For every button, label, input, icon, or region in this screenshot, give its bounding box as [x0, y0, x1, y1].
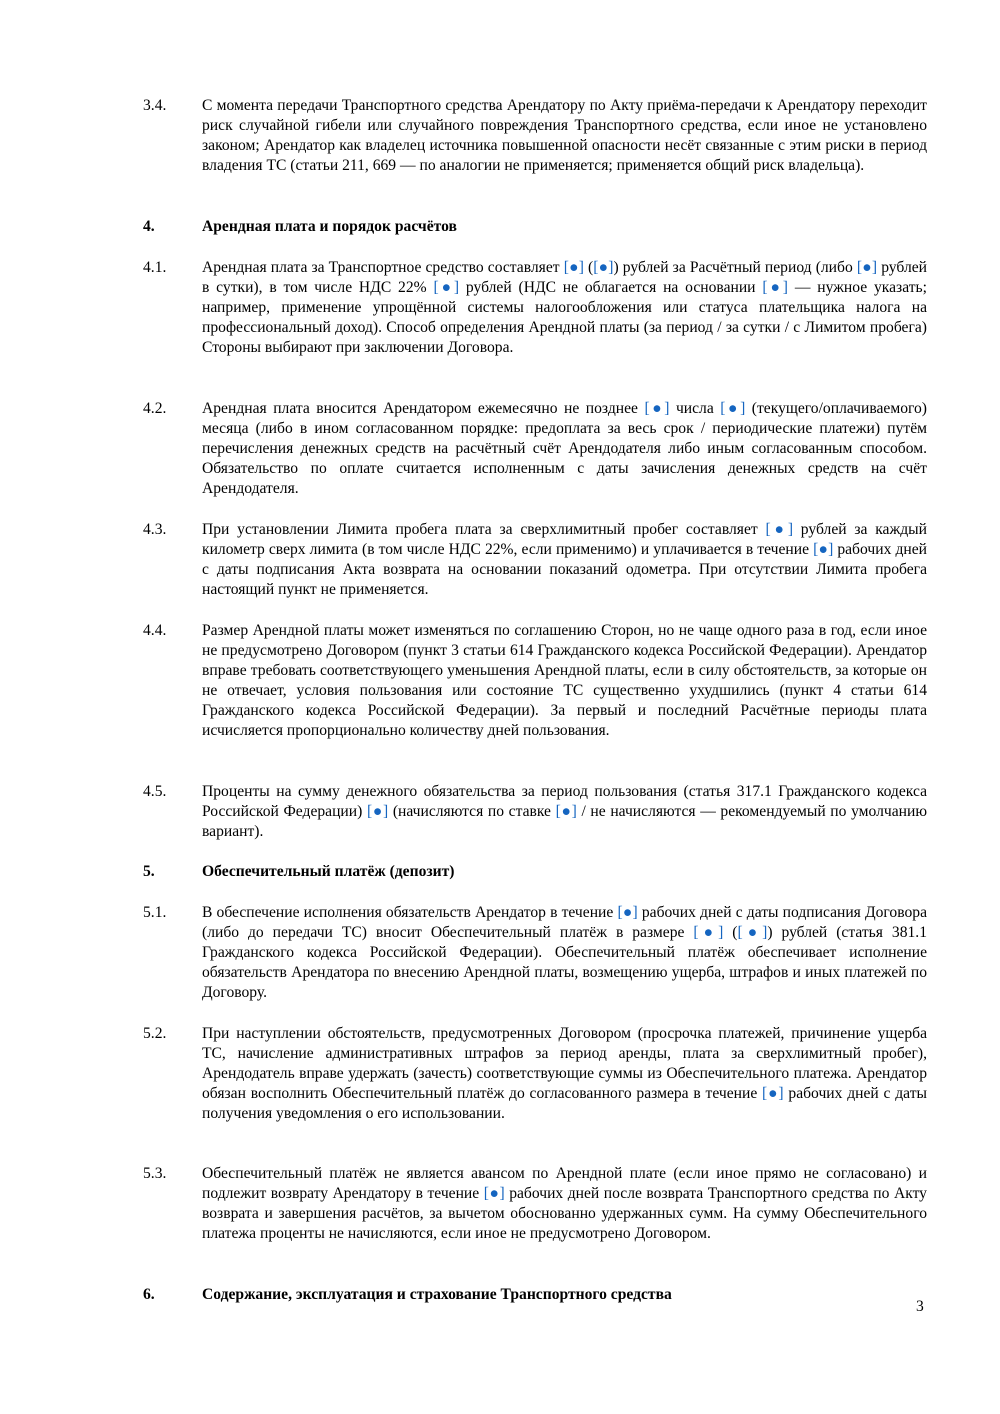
section-number: 6. — [143, 1286, 155, 1303]
blank-placeholder: [●] — [593, 259, 614, 276]
clause-text — [202, 1024, 927, 1124]
section-number: 4. — [143, 218, 155, 235]
blank-placeholder: [●] — [737, 924, 768, 941]
clause-number: 4.4. — [143, 622, 167, 639]
blank-placeholder: [●] — [720, 400, 746, 417]
blank-placeholder: [●] — [563, 259, 584, 276]
text-fragment: В обеспечение исполнения обязательств Арендатор в течение — [202, 904, 618, 921]
text-fragment: (начисляются по ставке — [388, 803, 556, 820]
blank-placeholder: [●] — [762, 1085, 784, 1102]
text-fragment: рублей (НДС не облагается на основании — [459, 279, 763, 296]
clause-number: 4.2. — [143, 400, 167, 417]
text-fragment: числа — [669, 400, 721, 417]
text-fragment: Обеспечительный платёж не является авансом по Арендной плате (если иное прямо не согласовано) и подлежит возврату Арендатору в течение — [202, 1165, 927, 1202]
text-fragment: Размер Арендной платы может изменяться по соглашению Сторон, но не чаще одного раза в год, если иное не предусмотрено Договором (пункт 3 статьи 614 Гражданского кодекса Российской Федерации). Арендатор вправе требовать соответствующего уменьшения Арендной платы, если в силу обстоятельств, за которые он не отвечает, условия пользования или состояние ТС существенно ухудшились (пункт 4 статьи 614 Гражданского кодекса Российской Федерации). За первый и последний Расчётные периоды плата исчисляется пропорционально количеству дней пользования. — [202, 622, 927, 739]
text-fragment: ( — [583, 259, 594, 276]
blank-placeholder: [●] — [765, 521, 794, 538]
clause-5-3 — [143, 1164, 927, 1244]
text-fragment: / не начисляются — рекомендуемый по умолчанию вариант). — [202, 803, 928, 840]
text-fragment: ( — [723, 924, 738, 941]
page-number: 3 — [916, 1298, 924, 1315]
text-fragment: При установлении Лимита пробега плата за сверхлимитный пробег составляет — [202, 521, 766, 538]
clause-text — [202, 96, 927, 176]
section-6-heading — [143, 1285, 927, 1305]
section-title: Содержание, эксплуатация и страхование Транспортного средства — [202, 1286, 672, 1303]
section-5-heading — [143, 862, 927, 882]
blank-placeholder: [●] — [644, 400, 670, 417]
clause-5-2 — [143, 1024, 927, 1124]
blank-placeholder: [●] — [366, 803, 389, 820]
text-fragment: рублей за каждый километр сверх лимита (в том числе НДС 22%, если применимо) и уплачивается в течение — [202, 521, 927, 558]
text-fragment: рублей в сутки), в том числе НДС 22% — [202, 259, 927, 296]
text-fragment: ) рублей (статья 381.1 Гражданского кодекса Российской Федерации). Обеспечительный платёж обеспечивает исполнение обязательств Арендатора по внесению Арендной платы, возмещению ущерба, штрафов и иных платежей по Договору. — [202, 924, 927, 1001]
blank-placeholder: [●] — [555, 803, 577, 820]
section-4-heading — [143, 217, 927, 237]
clause-number: 4.5. — [143, 783, 167, 800]
clause-text — [202, 903, 927, 1003]
clause-number: 5.3. — [143, 1165, 167, 1182]
text-fragment: рабочих дней с даты подписания Договора (либо до передачи ТС) вносит Обеспечительный платёж в размере — [202, 904, 927, 941]
text-fragment: С момента передачи Транспортного средства Арендатору по Акту приёма-передачи к Арендатору переходит риск случайной гибели или случайного повреждения Транспортного средства, если иное не установлено законом; Арендатор как владелец источника повышенной опасности несёт связанные с этим риски в период владения ТС (статьи 211, 669 — по аналогии не применяется; применяется общий риск владельца). — [202, 97, 927, 174]
blank-placeholder: [●] — [693, 924, 724, 941]
text-fragment: Проценты на сумму денежного обязательства за период пользования (статья 317.1 Гражданского кодекса Российской Федерации) — [202, 783, 927, 820]
clause-number: 4.1. — [143, 259, 167, 276]
text-fragment: — нужное указать; например, применение упрощённой системы налогообложения или статуса плательщика налога на профессиональный доход). Способ определения Арендной платы (за период / за сутки / с Лимитом пробега) Стороны выбирают при заключении Договора. — [202, 279, 927, 356]
text-fragment: рабочих дней с даты подписания Акта возврата на основании показаний одометра. При отсутствии Лимита пробега настоящий пункт не применяется. — [202, 541, 927, 598]
section-title: Арендная плата и порядок расчётов — [202, 218, 457, 235]
clause-4-1 — [143, 258, 927, 358]
clause-4-5 — [143, 782, 927, 842]
clause-text — [202, 782, 927, 842]
blank-placeholder: [●] — [617, 904, 638, 921]
text-fragment: ) рублей за Расчётный период (либо — [613, 259, 857, 276]
clause-4-4 — [143, 621, 927, 741]
text-fragment: (текущего/оплачиваемого) месяца (либо в ином согласованном порядке: предоплата за весь срок / периодические платежи) путём перечисления денежных средств на расчётный счёт Арендодателя либо иным согласованным способом. Обязательство по оплате считается исполненным с даты зачисления денежных средств на счёт Арендодателя. — [202, 400, 927, 497]
clause-number: 3.4. — [143, 97, 167, 114]
blank-placeholder: [●] — [856, 259, 878, 276]
clause-number: 5.1. — [143, 904, 167, 921]
text-fragment: рабочих дней после возврата Транспортного средства по Акту возврата и завершения расчётов, за вычетом обоснованно удержанных сумм. На сумму Обеспечительного платежа проценты не начисляются, если иное не предусмотрено Договором. — [202, 1185, 927, 1242]
blank-placeholder: [●] — [762, 279, 788, 296]
clause-text — [202, 258, 927, 358]
text-fragment: При наступлении обстоятельств, предусмотренных Договором (просрочка платежей, причинение ущерба ТС, начисление административных штрафов за период аренды, плата за сверхлимитный пробег), Арендодатель вправе удержать (зачесть) соответствующие суммы из Обеспечительного платежа. Арендатор обязан восполнить Обеспечительный платёж до согласованного размера в течение — [202, 1025, 927, 1102]
clause-4-3 — [143, 520, 927, 600]
section-number: 5. — [143, 863, 155, 880]
text-fragment: Арендная плата за Транспортное средство составляет — [202, 259, 564, 276]
text-fragment: рабочих дней с даты получения уведомления о его использовании. — [202, 1085, 927, 1122]
clause-text — [202, 399, 927, 499]
clause-4-2 — [143, 399, 927, 499]
clause-text — [202, 520, 927, 600]
clause-5-1 — [143, 903, 927, 1003]
clause-text — [202, 621, 927, 741]
text-fragment: Арендная плата вносится Арендатором ежемесячно не позднее — [202, 400, 645, 417]
clause-3-4 — [143, 96, 927, 176]
blank-placeholder: [●] — [433, 279, 460, 296]
clause-number: 4.3. — [143, 521, 167, 538]
clause-number: 5.2. — [143, 1025, 167, 1042]
blank-placeholder: [●] — [483, 1185, 505, 1202]
blank-placeholder: [●] — [813, 541, 834, 558]
clause-text — [202, 1164, 927, 1244]
section-title: Обеспечительный платёж (депозит) — [202, 863, 455, 880]
